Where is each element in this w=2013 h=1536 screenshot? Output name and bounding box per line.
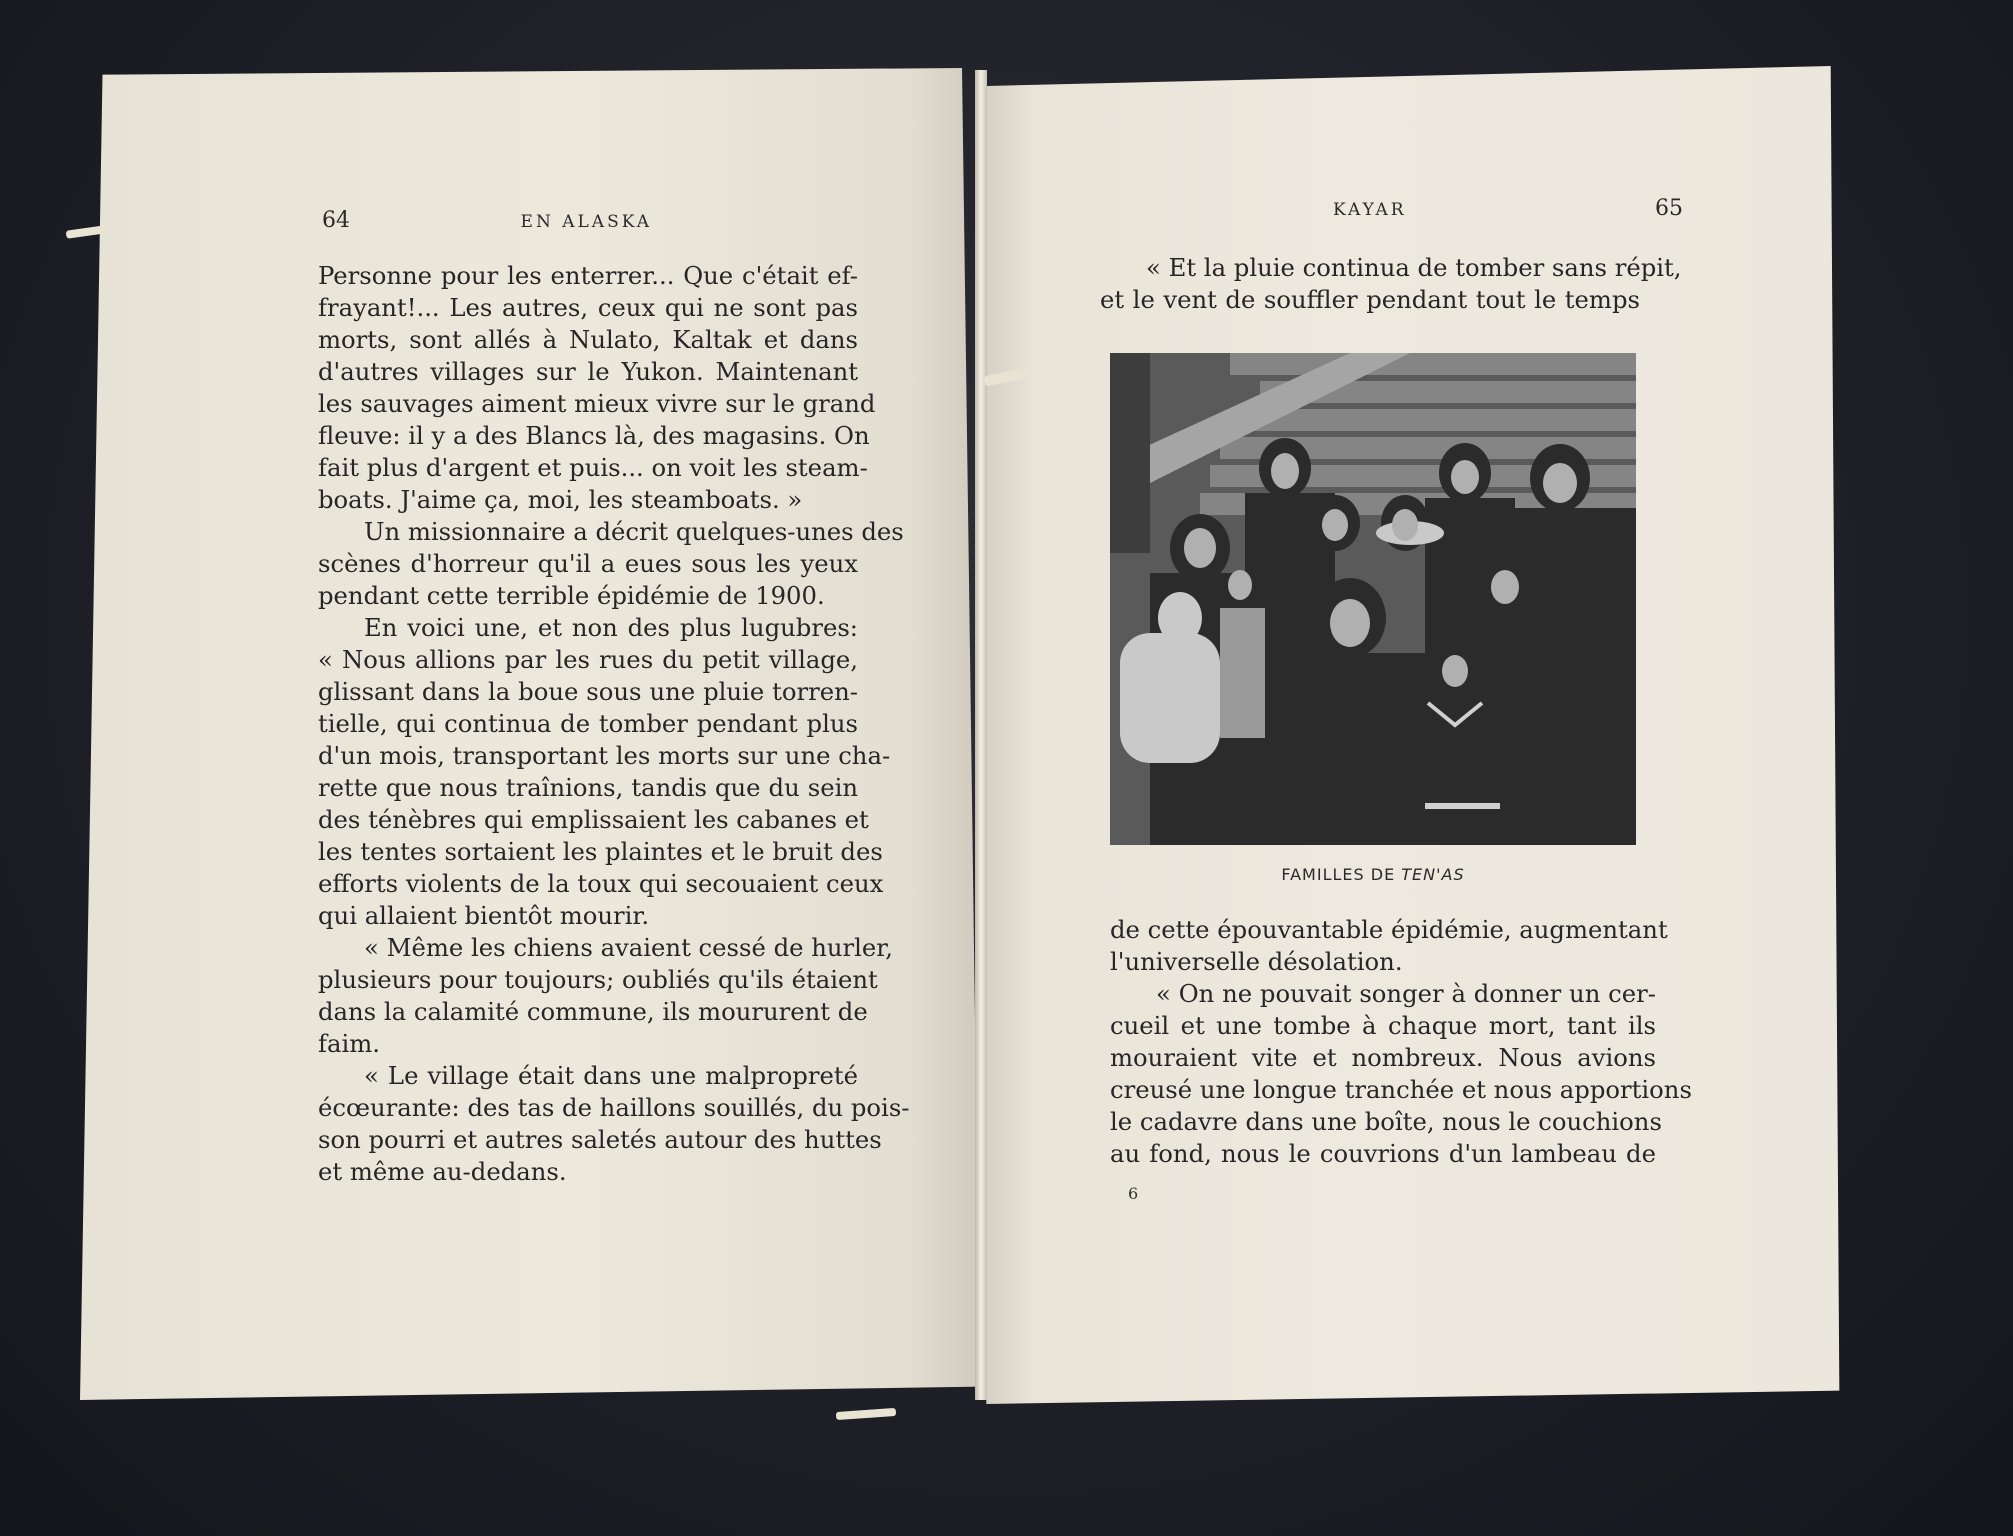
text-line: les sauvages aiment mieux vivre sur le grand <box>318 389 876 418</box>
family-photograph <box>1110 353 1636 845</box>
text-line: creusé une longue tranchée et nous apportions <box>1110 1075 1692 1104</box>
text-line: qui allaient bientôt mourir. <box>318 901 650 930</box>
text-line: morts, sont allés à Nulato, Kaltak et dans <box>318 325 858 354</box>
text-line: faim. <box>318 1029 381 1058</box>
text-line: et le vent de souffler pendant tout le temps <box>1100 285 1640 314</box>
left-page-body <box>318 260 910 1188</box>
running-title: KAYAR <box>1333 200 1407 220</box>
text-line: mouraient vite et nombreux. Nous avions <box>1110 1043 1656 1072</box>
signature-mark: 6 <box>1128 1184 1139 1203</box>
text-line: frayant!... Les autres, ceux qui ne sont pas <box>318 293 858 322</box>
text-line: écœurante: des tas de haillons souillés, du pois- <box>318 1093 910 1122</box>
text-line: d'autres villages sur le Yukon. Maintenant <box>318 357 858 386</box>
text-line: d'un mois, transportant les morts sur une cha- <box>318 741 891 770</box>
text-line: efforts violents de la toux qui secouaient ceux <box>318 869 884 898</box>
text-line: Un missionnaire a décrit quelques-unes des <box>364 517 904 546</box>
text-line: Personne pour les enterrer... Que c'était ef- <box>318 261 858 290</box>
text-line: « Et la pluie continua de tomber sans répit, <box>1146 253 1682 282</box>
text-line: boats. J'aime ça, moi, les steamboats. » <box>318 485 803 514</box>
left-page-header <box>322 208 652 233</box>
text-line: tielle, qui continua de tomber pendant plus <box>318 709 858 738</box>
text-line: dans la calamité commune, ils moururent de <box>318 997 868 1026</box>
text-line: « Le village était dans une malpropreté <box>364 1061 858 1090</box>
text-line: le cadavre dans une boîte, nous le couchions <box>1110 1107 1662 1136</box>
text-line: pendant cette terrible épidémie de 1900. <box>318 581 825 610</box>
page-number: 64 <box>322 208 350 233</box>
text-line: En voici une, et non des plus lugubres: <box>364 613 858 642</box>
text-line: glissant dans la boue sous une pluie torren- <box>318 677 858 706</box>
text-line: au fond, nous le couvrions d'un lambeau de <box>1110 1139 1656 1168</box>
text-line: rette que nous traînions, tandis que du sein <box>318 773 858 802</box>
photo-caption <box>1110 865 1636 884</box>
book-spine <box>975 70 987 1400</box>
text-line: de cette épouvantable épidémie, augmentant <box>1110 915 1668 944</box>
caption-text: FAMILLES DE <box>1281 865 1402 884</box>
right-page-header <box>1333 196 1683 221</box>
text-line: « On ne pouvait songer à donner un cer- <box>1156 979 1656 1008</box>
photo-illustration <box>1110 353 1636 845</box>
text-line: « Nous allions par les rues du petit village, <box>318 645 858 674</box>
text-line: l'universelle désolation. <box>1110 947 1403 976</box>
right-page-body-bottom <box>1110 914 1692 1170</box>
caption-italic: TEN'AS <box>1401 865 1465 884</box>
text-line: fleuve: il y a des Blancs là, des magasins. On <box>318 421 870 450</box>
text-line: et même au-dedans. <box>318 1157 567 1186</box>
text-line: « Même les chiens avaient cessé de hurler, <box>364 933 893 962</box>
text-line: les tentes sortaient les plaintes et le bruit des <box>318 837 883 866</box>
text-line: scènes d'horreur qu'il a eues sous les yeux <box>318 549 858 578</box>
right-page-body-top <box>1100 252 1682 316</box>
running-title: EN ALASKA <box>520 212 652 232</box>
text-line: cueil et une tombe à chaque mort, tant ils <box>1110 1011 1656 1040</box>
text-line: des ténèbres qui emplissaient les cabanes et <box>318 805 869 834</box>
text-line: son pourri et autres saletés autour des huttes <box>318 1125 882 1154</box>
page-number: 65 <box>1655 196 1683 221</box>
text-line: plusieurs pour toujours; oubliés qu'ils étaient <box>318 965 878 994</box>
text-line: fait plus d'argent et puis... on voit les steam- <box>318 453 868 482</box>
binding-thread <box>836 1408 896 1420</box>
